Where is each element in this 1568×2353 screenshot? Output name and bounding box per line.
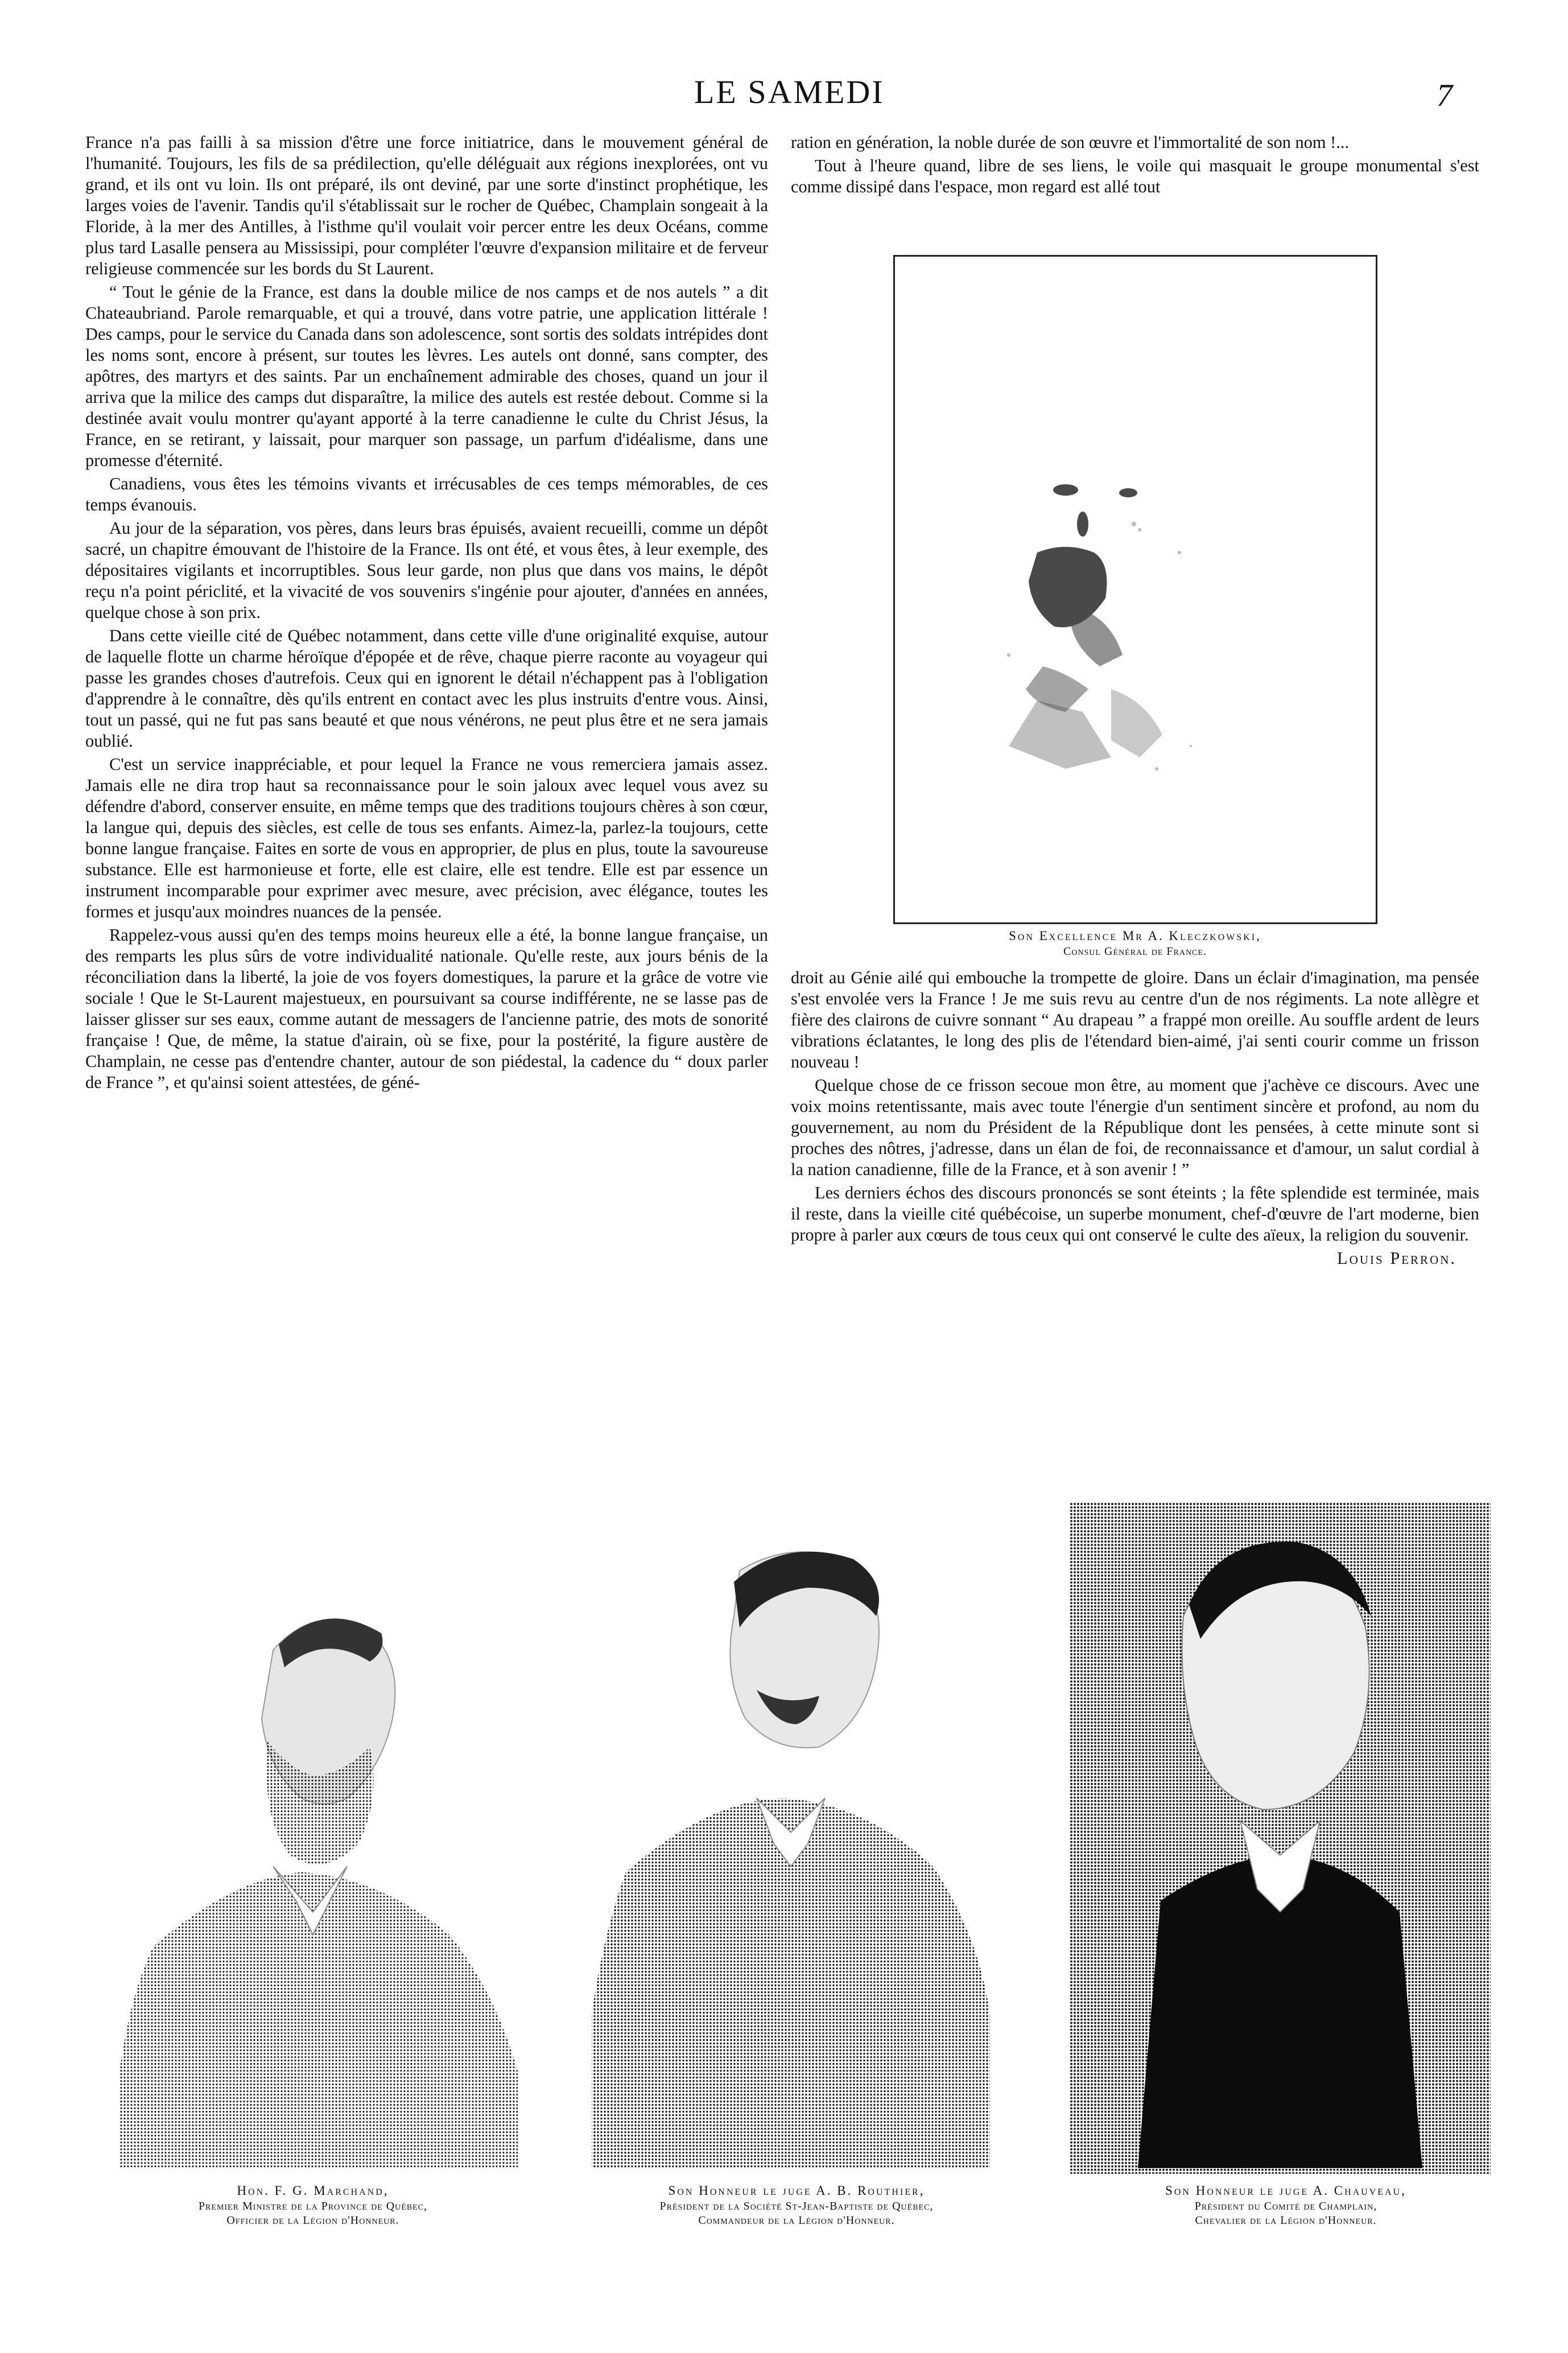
author-signature: Louis Perron. bbox=[1337, 1248, 1456, 1268]
paragraph: Rappelez-vous aussi qu'en des temps moins heureux elle a été, la bonne langue française, un des remparts les plus sûrs de votre individualité nationale. Qu'elle reste, aux jours bénis de la réconciliation dans la liberté, la joie de vos foyers domestiques, la parure et la grâce de votre vie sociale ! Que le St-Laurent majestueux, en poursuivant sa course indifférente, ne se lasse pas de laisser glisser sur ses eaux, comme autant de messagers de l'ancienne patrie, des mots de sonorité française ! Que, de même, la statue d'airain, où se fixe, pour la postérité, la figure austère de Champlain, ne cesse pas d'entendre chanter, autour de son piédestal, la cadence du “ doux parler de France ”, et qu'ainsi soient attestées, de géné- bbox=[85, 925, 768, 1092]
caption-name: Son Honneur le juge A. B. Routhier, bbox=[668, 2183, 925, 2198]
right-column-bottom bbox=[791, 967, 1479, 1269]
caption-title: Président de la Société St-Jean-Baptiste de Québec, bbox=[659, 2200, 934, 2212]
paragraph: Au jour de la séparation, vos pères, dans leurs bras épuisés, avaient recueilli, comme un dépôt sacré, un chapitre émouvant de l'histoire de la France. Ils ont été, et vous êtes, à leur exemple, des dépositaires vigilants et incorruptibles. Sous leur garde, non plus que dans vos mains, le dépôt reçu n'a point périclité, et la vivacité de vos souvenirs s'ingénie pour ajouter, d'années en années, quelque chose à son prix. bbox=[85, 518, 768, 622]
caption-title: Premier Ministre de la Province de Québec, bbox=[198, 2200, 428, 2212]
paragraph: C'est un service inappréciable, et pour lequel la France ne vous remerciera jamais assez. Jamais elle ne dira trop haut sa reconnaissance pour le soin jaloux avec lequel vous avez su défendre d'abord, conserver ensuite, en même temps que des traditions toujours chères à son cœur, la langue qui, depuis des siècles, est celle de tous ses enfants. Aimez-la, parlez-la toujours, cette bonne langue française. Faites en sorte de vous en approprier, de plus en plus, toute la savoureuse substance. Elle est harmonieuse et forte, elle est claire, elle est tendre. Elle est par essence un instrument incomparable pour exprimer avec mesure, avec précision, avec élégance, toutes les formes et jusqu'aux moindres nuances de la pensée. bbox=[85, 755, 768, 921]
paragraph: Tout à l'heure quand, libre de ses liens, le voile qui masquait le groupe monumental s'est comme dissipé dans l'espace, mon regard est allé tout bbox=[791, 156, 1479, 196]
chauveau-caption bbox=[1070, 2182, 1502, 2228]
routhier-portrait bbox=[569, 1502, 1013, 2174]
caption-honour: Commandeur de la Légion d'Honneur. bbox=[698, 2214, 895, 2227]
paragraph: Dans cette vieille cité de Québec notamment, dans cette ville d'une originalité exquise, autour de laquelle flotte un charme héroïque d'épopée et de rêve, chaque pierre raconte au voyageur qui passe les grandes choses d'autrefois. Ceux qui en ignorent le détail n'échappent pas à l'obligation d'apprendre à le connaître, dès qu'ils entrent en contact avec les plus instruits d'entre vous. Ainsi, tout un passé, qui ne fut pas sans beauté et que nous vénérons, ne peut plus être et ne sera jamais oublié. bbox=[85, 626, 768, 751]
left-column bbox=[85, 132, 768, 1095]
marchand-portrait bbox=[85, 1502, 540, 2174]
paragraph: Les derniers échos des discours prononcés se sont éteints ; la fête splendide est terminée, mais il reste, dans la vieille cité québécoise, un superbe monument, chef-d'œuvre de l'art moderne, bien propre à parler aux cœurs de tous ceux qui ont conservé le culte des aïeux, la religion du souvenir. bbox=[791, 1183, 1479, 1245]
kleczkowski-portrait bbox=[895, 257, 1376, 922]
portrait-caption bbox=[888, 928, 1383, 959]
right-column-top bbox=[791, 132, 1479, 200]
chauveau-portrait bbox=[1070, 1502, 1491, 2174]
paragraph: droit au Génie ailé qui embouche la trompette de gloire. Dans un éclair d'imagination, ma pensée s'est envolée vers la France ! Je me suis revu au centre d'un de nos régiments. La note allègre et fière des clairons de cuivre sonnant “ Au drapeau ” a frappé mon oreille. Au souffle ardent de leurs vibrations éclatantes, le long des plis de l'étendard bien-aimé, j'ai senti courir comme un frisson nouveau ! bbox=[791, 968, 1479, 1072]
page-number: 7 bbox=[1437, 78, 1453, 113]
caption-name: Son Honneur le juge A. Chauveau, bbox=[1165, 2183, 1406, 2198]
portrait-caption-name: Son Excellence Mr A. Kleczkowski, bbox=[1009, 929, 1261, 943]
marchand-caption bbox=[97, 2182, 529, 2228]
paragraph: “ Tout le génie de la France, est dans la double milice de nos camps et de nos autels ” a dit Chateaubriand. Parole remarquable, et qui a trouvé, dans votre patrie, une application littérale ! Des camps, pour le service du Canada dans son adolescence, sont sortis des soldats intrépides dont les noms sont, encore à présent, sur toutes les lèvres. Les autels ont donné, sans compter, des apôtres, des martyrs et des saints. Par un enchaînement admirable des choses, quand un jour il arriva que la milice des camps dut disparaître, la milice des autels est restée debout. Comme si la destinée avait voulu montrer qu'ayant apporté à la terre canadienne le culte du Christ Jésus, la France, en se retirant, y laissait, pour marquer son passage, un parfum d'idéalisme, dans une promesse d'éternité. bbox=[85, 282, 768, 470]
routhier-caption bbox=[580, 2182, 1013, 2228]
caption-title: Président du Comité de Champlain, bbox=[1194, 2200, 1377, 2212]
paragraph: France n'a pas failli à sa mission d'être une force initiatrice, dans le mouvement général de l'humanité. Toujours, les fils de sa prédilection, qu'elle déléguait aux régions inexplorées, ont vu grand, et ils ont vu loin. Ils ont préparé, ils ont deviné, par une sorte d'instinct prophétique, les larges voies de l'avenir. Tandis qu'il s'établissait sur le rocher de Québec, Champlain songeait à la Floride, à la mer des Antilles, à l'isthme qu'il voulait voir percer entre les deux Océans, comme plus tard Lasalle pensera au Mississipi, pour compléter l'œuvre d'expansion militaire et de ferveur religieuse commencée sur les bords du St Laurent. bbox=[85, 133, 768, 278]
paragraph: Quelque chose de ce frisson secoue mon être, au moment que j'achève ce discours. Avec une voix moins retentissante, mais avec toute l'énergie d'un sentiment sincère et profond, au nom du gouvernement, au nom du Président de la République dont les pensées, à cette minute sont si proches des nôtres, j'adresse, dans un élan de foi, de reconnaissance et d'amour, un salut cordial à la nation canadienne, fille de la France, et à son avenir ! ” bbox=[791, 1075, 1479, 1179]
paragraph: ration en génération, la noble durée de son œuvre et l'immortalité de son nom !... bbox=[791, 133, 1350, 152]
caption-name: Hon. F. G. Marchand, bbox=[237, 2183, 389, 2198]
page-title: LE SAMEDI bbox=[694, 73, 885, 110]
portrait-frame bbox=[893, 255, 1377, 924]
caption-honour: Chevalier de la Légion d'Honneur. bbox=[1195, 2214, 1377, 2227]
paragraph: Canadiens, vous êtes les témoins vivants et irrécusables de ces temps mémorables, de ces temps évanouis. bbox=[85, 474, 768, 514]
portrait-caption-title: Consul Général de France. bbox=[1063, 945, 1207, 958]
caption-honour: Officier de la Légion d'Honneur. bbox=[226, 2214, 399, 2227]
